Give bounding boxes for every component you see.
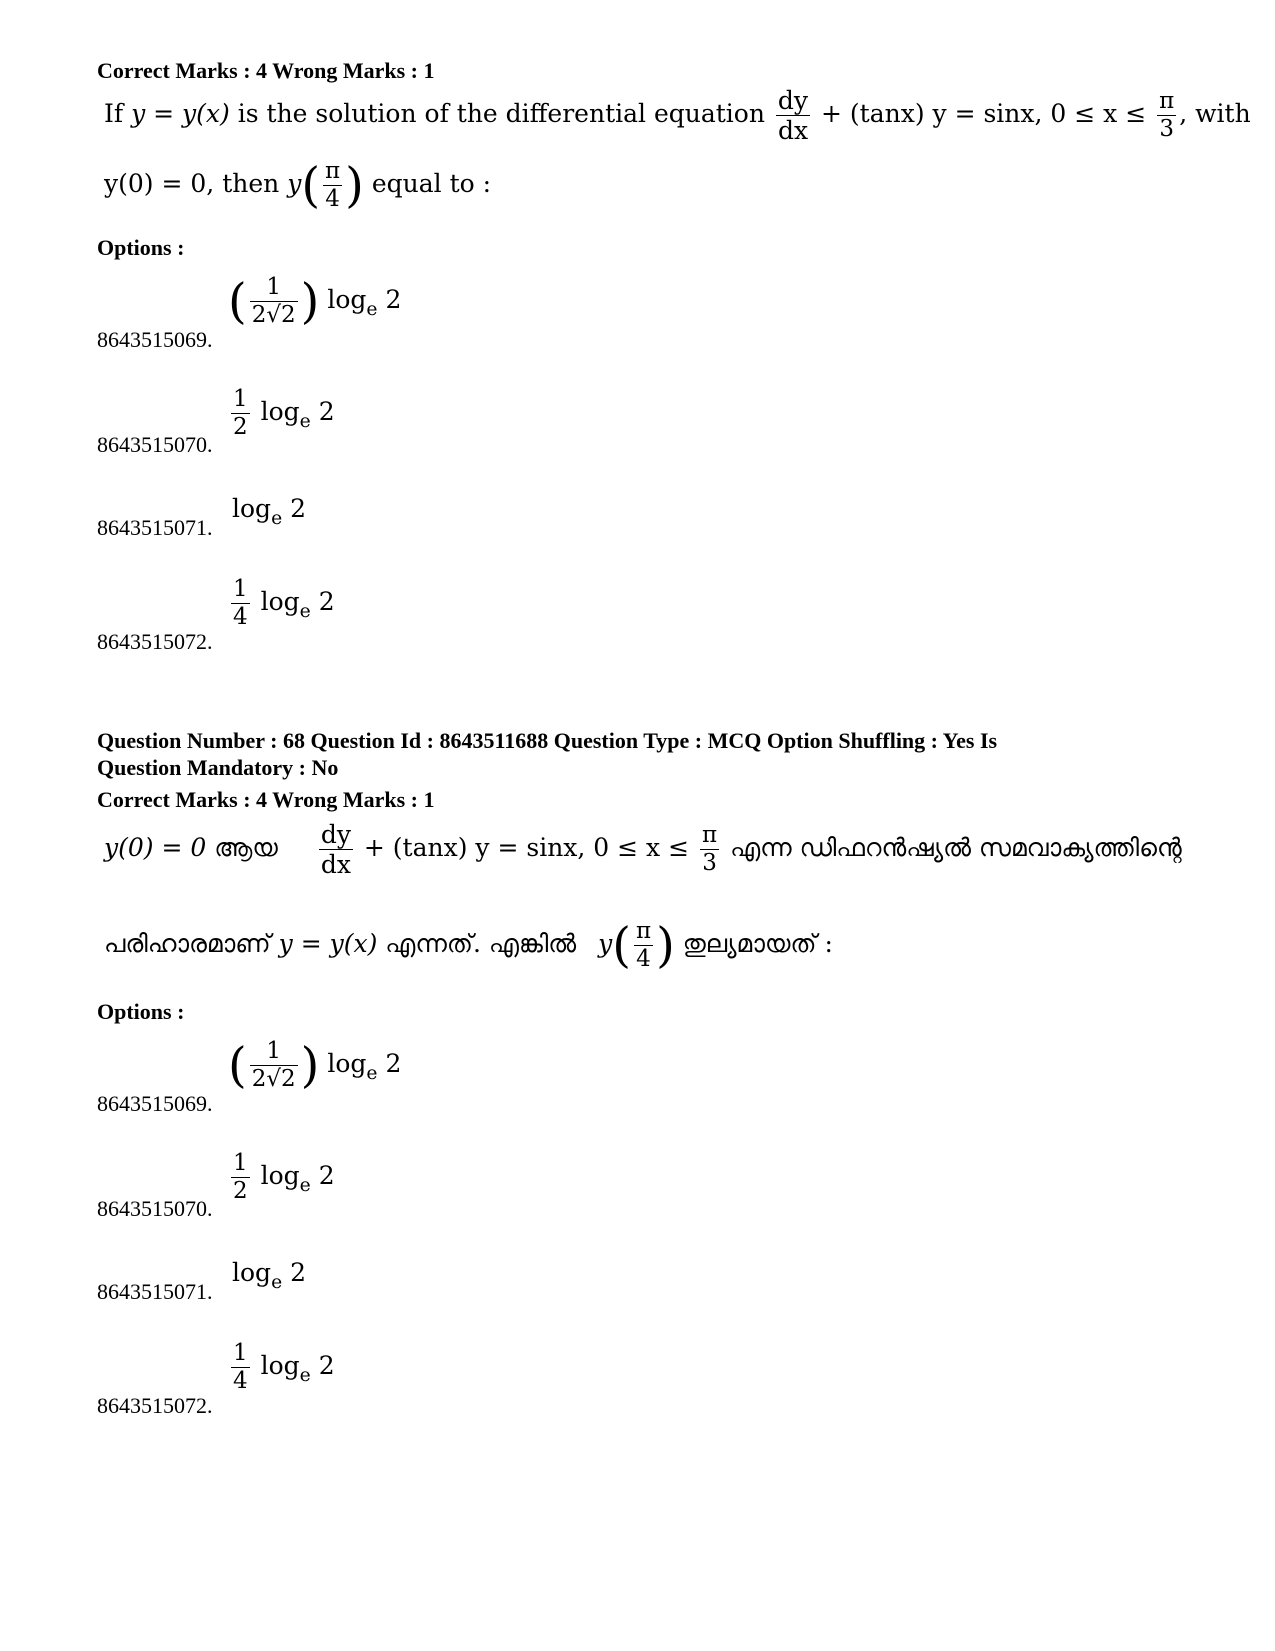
q68-y-eq-yx: y = y(x) bbox=[278, 929, 378, 958]
q67-options-label: Options : bbox=[97, 235, 185, 260]
q67-pi-over-4 bbox=[323, 160, 342, 211]
q68-opt2-num: 1 bbox=[233, 1150, 248, 1176]
q67-dydx-fraction bbox=[776, 88, 810, 143]
q68-opt1-den: 2√2 bbox=[251, 1066, 296, 1092]
q68-opt2-coef bbox=[231, 1152, 250, 1203]
q67-if: If bbox=[104, 99, 124, 128]
q67-opt4-log: log bbox=[260, 587, 300, 616]
q68-opt1-lparen: ( bbox=[228, 1037, 247, 1094]
q67-opt1-base: e bbox=[366, 298, 378, 320]
q68-option-2-value bbox=[228, 1152, 335, 1203]
q68-opt3-base: e bbox=[271, 1271, 283, 1293]
q67-opt3-base: e bbox=[271, 507, 283, 529]
q67-y-eq-yx: y = y(x) bbox=[131, 99, 230, 128]
q67-comma: , bbox=[1179, 99, 1188, 128]
q67-tan-term: + (tanx) y = sinx, 0 ≤ x ≤ bbox=[821, 99, 1147, 128]
q68-opt2-arg: 2 bbox=[318, 1161, 335, 1190]
q68-opt1-rparen: ) bbox=[300, 1037, 320, 1094]
q67-question-line1 bbox=[104, 88, 1251, 143]
q67-three: 3 bbox=[1159, 116, 1174, 142]
q67-opt2-coef bbox=[231, 388, 250, 439]
q68-four: 4 bbox=[636, 946, 651, 972]
q68-opt3-arg: 2 bbox=[290, 1258, 307, 1287]
q67-pi: π bbox=[1159, 88, 1175, 114]
q68-three: 3 bbox=[702, 850, 717, 876]
q68-y0: y(0) = 0 bbox=[104, 833, 207, 862]
q68-dx: dx bbox=[320, 850, 351, 879]
q67-opt2-base: e bbox=[299, 410, 311, 432]
q67-option-1-id: 8643515069. bbox=[97, 327, 213, 352]
q67-option-2-id: 8643515070. bbox=[97, 432, 213, 457]
q67-y0: y(0) = 0, bbox=[104, 169, 215, 198]
q68-dydx-fraction bbox=[319, 822, 353, 877]
q67-equal-to: equal to : bbox=[371, 169, 492, 198]
q67-opt3-arg: 2 bbox=[290, 494, 307, 523]
q67-opt4-den: 4 bbox=[233, 604, 248, 630]
q67-opt1-arg: 2 bbox=[385, 285, 402, 314]
q67-option-1-value bbox=[228, 273, 402, 330]
q67-dx: dx bbox=[777, 116, 809, 145]
q67-dy: dy bbox=[777, 86, 809, 115]
q67-opt4-arg: 2 bbox=[318, 587, 335, 616]
q68-opt4-den: 4 bbox=[233, 1368, 248, 1394]
q67-question-line2 bbox=[104, 157, 492, 214]
q67-pi-2: π bbox=[325, 158, 341, 184]
q68-opt1-coef bbox=[250, 1040, 298, 1091]
q68-option-1-value bbox=[228, 1037, 402, 1094]
q67-option-3-value bbox=[232, 494, 307, 529]
q68-pi-over-4 bbox=[634, 920, 653, 971]
q67-opt2-den: 2 bbox=[233, 414, 248, 440]
q68-opt1-num: 1 bbox=[266, 1038, 282, 1064]
q68-marks: Correct Marks : 4 Wrong Marks : 1 bbox=[97, 787, 435, 812]
q68-pi: π bbox=[701, 822, 718, 848]
q68-y: y bbox=[598, 929, 613, 958]
q67-opt3-log: log bbox=[232, 494, 272, 523]
q67-marks: Correct Marks : 4 Wrong Marks : 1 bbox=[97, 58, 435, 83]
q68-opt4-log: log bbox=[260, 1351, 300, 1380]
q68-opt4-base: e bbox=[299, 1364, 311, 1386]
q67-option-4-value bbox=[228, 578, 335, 629]
q68-opt2-log: log bbox=[260, 1161, 300, 1190]
q67-with: with bbox=[1195, 99, 1251, 128]
q68-aaya: ആയ bbox=[214, 833, 278, 862]
q67-text-solution: is the solution of the differential equation bbox=[237, 99, 765, 128]
q67-option-3-id: 8643515071. bbox=[97, 515, 213, 540]
q68-option-4-value bbox=[228, 1342, 335, 1393]
q68-option-1-id: 8643515069. bbox=[97, 1091, 213, 1116]
q68-question-line2 bbox=[104, 917, 833, 974]
q68-question-line1 bbox=[104, 822, 1182, 877]
q68-opt1-arg: 2 bbox=[385, 1049, 402, 1078]
q67-pi-over-3 bbox=[1157, 90, 1176, 141]
q68-header: Question Number : 68 Question Id : 8643511688 Question Type : MCQ Option Shuffling : Yes Is Question Mandatory : No bbox=[97, 728, 998, 780]
q68-opt3-log: log bbox=[232, 1258, 272, 1287]
q67-opt2-log: log bbox=[260, 397, 300, 426]
q68-option-3-value bbox=[232, 1258, 307, 1293]
q68-option-4-id: 8643515072. bbox=[97, 1393, 213, 1418]
q68-ml-solution: പരിഹാരമാണ് bbox=[104, 929, 271, 958]
q68-options-label: Options : bbox=[97, 999, 185, 1024]
q68-opt4-coef bbox=[231, 1342, 250, 1393]
q68-pi-2: π bbox=[635, 918, 652, 944]
q68-right-paren: ) bbox=[656, 917, 675, 974]
q68-left-paren: ( bbox=[612, 917, 631, 974]
q67-opt1-rparen: ) bbox=[300, 273, 320, 330]
q67-opt1-den: 2√2 bbox=[251, 302, 296, 328]
q67-opt1-num: 1 bbox=[266, 274, 282, 300]
q67-opt1-coef bbox=[250, 276, 298, 327]
q67-right-paren: ) bbox=[345, 157, 364, 214]
q68-opt1-log: log bbox=[327, 1049, 367, 1078]
q67-four: 4 bbox=[325, 186, 340, 212]
q68-ml-ennath: എന്നത്. എങ്കിൽ bbox=[385, 929, 577, 958]
q68-opt2-base: e bbox=[299, 1174, 311, 1196]
q68-option-2-id: 8643515070. bbox=[97, 1196, 213, 1221]
q67-left-paren: ( bbox=[301, 157, 321, 214]
q67-opt1-log: log bbox=[327, 285, 367, 314]
q67-opt4-coef bbox=[231, 578, 250, 629]
q68-ml-text-1: എന്ന ഡിഫറൻഷ്യൽ സമവാക്യത്തിന്റെ bbox=[730, 833, 1182, 862]
q67-option-2-value bbox=[228, 388, 335, 439]
q68-opt4-num: 1 bbox=[233, 1340, 248, 1366]
q67-y: y bbox=[287, 169, 302, 198]
q67-then: then bbox=[222, 169, 280, 198]
q68-pi-over-3 bbox=[700, 824, 719, 875]
q68-opt4-arg: 2 bbox=[318, 1351, 335, 1380]
q68-opt1-base: e bbox=[366, 1062, 378, 1084]
q67-opt2-num: 1 bbox=[233, 386, 248, 412]
q68-dy: dy bbox=[320, 820, 351, 849]
q68-opt2-den: 2 bbox=[233, 1178, 248, 1204]
q68-tan-term: + (tanx) y = sinx, 0 ≤ x ≤ bbox=[363, 833, 690, 862]
q67-opt2-arg: 2 bbox=[318, 397, 335, 426]
q67-option-4-id: 8643515072. bbox=[97, 629, 213, 654]
q67-opt4-base: e bbox=[299, 600, 311, 622]
q67-opt4-num: 1 bbox=[233, 576, 248, 602]
q67-opt1-lparen: ( bbox=[228, 273, 247, 330]
q68-option-3-id: 8643515071. bbox=[97, 1279, 213, 1304]
q68-ml-equal: തുല്യമായത് : bbox=[682, 929, 833, 958]
